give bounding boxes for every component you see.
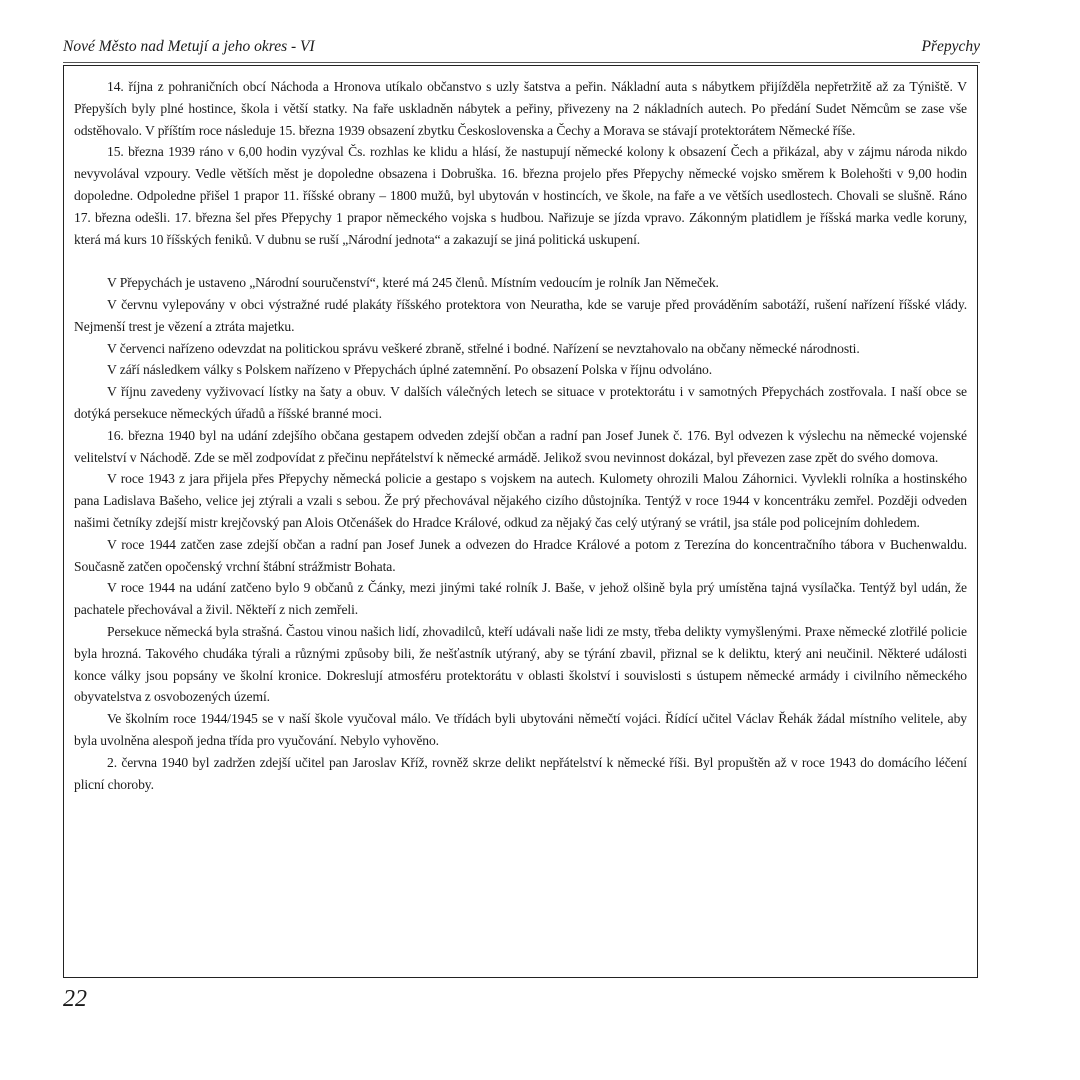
page-number: 22: [63, 986, 87, 1012]
paragraph: V roce 1943 z jara přijela přes Přepychy německá policie a gestapo s vojskem na autech. Kulomety ohrozili Malou Záhornici. Vyvlekli rolníka a hostinského pana Ladislava Bašeho, velice jej ztýrali a vzali s sebou. Že prý přechovával nějakého cizího důstojníka. Tentýž v roce 1944 v koncentráku zemřel. Později odveden našimi četníky zdejší mistr krejčovský pan Alois Otčenášek do Hradce Králové, odkud za nějaký čas celý utýraný se vrátil, jsa stále pod policejním dohledem.: [74, 471, 967, 530]
running-header-section: Přepychy: [921, 38, 980, 55]
paragraph: V roce 1944 na udání zatčeno bylo 9 občanů z Čánky, mezi jinými také rolník J. Baše, v jehož olšině byla prý umístěna tajná vysílačka. Tentýž byl udán, že pachatele přechovával a živil. Někteří z nich zemřeli.: [74, 580, 967, 618]
paragraph: V červenci nařízeno odevzdat na politickou správu veškeré zbraně, střelné i bodné. Nařízení se nevztahovalo na občany německé národnosti.: [107, 340, 860, 356]
paragraph: 15. března 1939 ráno v 6,00 hodin vyzýval Čs. rozhlas ke klidu a hlásí, že nastupují německé kolony k obsazení Čech a přikázal, aby v zájmu národa nikdo nevyvolával vzpoury. Vedle větších měst je dopoledne obsazena i Dobruška. 16. března projelo přes Přepychy německé vojsko směrem k Bolehošti v 9,00 hodin dopoledne. Odpoledne přišel 1 prapor 11. říšské obrany – 1800 mužů, byl ubytován v hostincích, ve škole, na faře a ve větších usedlostech. Chovali se slušně. Ráno 17. března odešli. 17. března šel přes Přepychy 1 prapor německého vojska s hudbou. Nařizuje se jízda vpravo. Zákonným platidlem je říšská marka vedle koruny, která má kurs 10 říšských feniků. V dubnu se ruší „Národní jednota“ a zakazují se jiná politická uskupení.: [74, 144, 967, 247]
paragraph: V roce 1944 zatčen zase zdejší občan a radní pan Josef Junek a odvezen do Hradce Králové a potom z Terezína do koncentračního tábora v Buchenwaldu. Současně zatčen opočenský vrchní štábní strážmistr Bohata.: [74, 536, 967, 574]
paragraph: V Přepychách je ustaveno „Národní souručenství“, které má 245 členů. Místním vedoucím je rolník Jan Němeček.: [107, 275, 719, 291]
paragraph: Ve školním roce 1944/1945 se v naší škole vyučoval málo. Ve třídách byli ubytováni němečtí vojáci. Řídící učitel Václav Řehák žádal místního velitele, aby byla uvolněna alespoň jedna třída pro vyučování. Nebylo vyhověno.: [74, 711, 967, 748]
body-text: [74, 76, 967, 795]
header-rule: [63, 62, 980, 63]
paragraph: V říjnu zavedeny vyživovací lístky na šaty a obuv. V dalších válečných letech se situace v protektorátu i v samotných Přepychách zostřovala. I naší obce se dotýká persekuce německých úřadů a říšské branné moci.: [74, 384, 967, 421]
paragraph: V září následkem války s Polskem nařízeno v Přepychách úplné zatemnění. Po obsazení Polska v říjnu odvoláno.: [107, 362, 713, 378]
paragraph: 14. října z pohraničních obcí Náchoda a Hronova utíkalo občanstvo s uzly šatstva a peřin. Nákladní auta s nábytkem přijížděla nepřetržitě až za Týniště. V Přepyších byly plné hostince, škola i větší statky. Na faře uskladněn nábytek a peřiny, přivezeny na 2 nákladních autech. Po předání Sudet Němcům se zase vše odstěhovalo. V příštím roce následuje 15. března 1939 obsazení zbytku Československa a Čechy a Morava se stávají protektorátem Německé říše.: [74, 79, 967, 138]
running-header-title: Nové Město nad Metují a jeho okres - VI: [63, 38, 315, 55]
text-frame: [63, 65, 978, 978]
paragraph: Persekuce německá byla strašná. Častou vinou našich lidí, zhovadilců, kteří udávali naše lidi ze msty, třeba delikty vymyšlenými. Praxe německé zlotřilé policie byla hrozná. Takového chudáka týrali a různými způsoby bili, že nešťastník utýraný, aby se týrání zbavil, přiznal se k deliktu, který ani neučinil. Některé události konce války jsou popsány ve školní kronice. Dokreslují atmosféru protektorátu v oblasti školství i souvislosti s ústupem německé armády i civilního německého obyvatelstva z osvobozených území.: [74, 623, 967, 705]
paragraph: 16. března 1940 byl na udání zdejšího občana gestapem odveden zdejší občan a radní pan Josef Junek č. 176. Byl odvezen k výslechu na německé vojenské velitelství v Náchodě. Zde se měl zodpovídat z přečinu nepřátelství k německé armádě. Jelikož svou nevinnost dokázal, byl převezen zase zpět do svého domova.: [74, 427, 967, 465]
paragraph: 2. června 1940 byl zadržen zdejší učitel pan Jaroslav Kříž, rovněž skrze delikt nepřátelství k německé říši. Byl propuštěn až v roce 1943 do domácího léčení plicní choroby.: [74, 754, 967, 792]
paragraph: V červnu vylepovány v obci výstražné rudé plakáty říšského protektora von Neuratha, kde se varuje před prováděním sabotáží, rušení nařízení říšské vlády. Nejmenší trest je vězení a ztráta majetku.: [74, 296, 967, 334]
